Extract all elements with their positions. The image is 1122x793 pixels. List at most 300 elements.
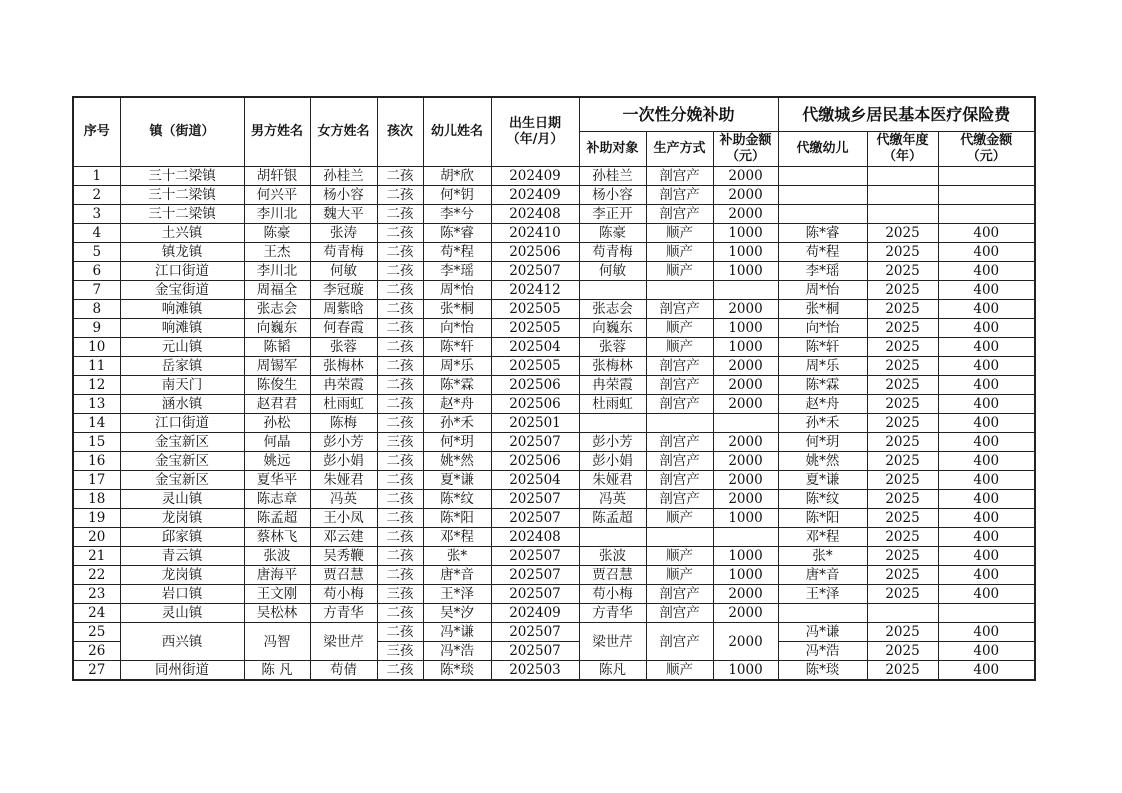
cell-town: 金宝街道 — [120, 281, 244, 300]
cell-amount: 2000 — [713, 604, 778, 623]
table-row — [73, 243, 1035, 262]
cell-target: 张波 — [579, 547, 646, 566]
cell-ins-year — [867, 205, 938, 224]
cell-ins-child: 陈*霖 — [778, 376, 867, 395]
cell-mother: 彭小娟 — [310, 452, 377, 471]
cell-ins-amount: 400 — [938, 490, 1035, 509]
cell-father: 李川北 — [244, 262, 310, 281]
cell-mother: 苟倩 — [310, 661, 377, 681]
cell-target: 贾召慧 — [579, 566, 646, 585]
cell-ins-year: 2025 — [867, 357, 938, 376]
cell-ins-child: 唐*音 — [778, 566, 867, 585]
cell-ins-amount: 400 — [938, 262, 1035, 281]
header-ins-amount — [938, 132, 1035, 167]
cell-mother: 梁世芹 — [310, 623, 377, 661]
cell-ins-child: 冯*浩 — [778, 642, 867, 661]
cell-town: 江口街道 — [120, 414, 244, 433]
header-father: 男方姓名 — [244, 97, 310, 167]
cell-child: 赵*舟 — [423, 395, 491, 414]
cell-target: 张梅林 — [579, 357, 646, 376]
cell-father: 陈俊生 — [244, 376, 310, 395]
cell-ins-year: 2025 — [867, 300, 938, 319]
cell-seq: 22 — [73, 566, 120, 585]
cell-amount: 1000 — [713, 262, 778, 281]
cell-ins-amount: 400 — [938, 281, 1035, 300]
cell-target: 冉荣霞 — [579, 376, 646, 395]
cell-amount: 2000 — [713, 167, 778, 186]
header-ins-amount-line1: 代缴金额 — [960, 133, 1013, 148]
cell-target: 梁世芹 — [579, 623, 646, 661]
table-row — [73, 528, 1035, 547]
cell-target: 苟小梅 — [579, 585, 646, 604]
cell-seq: 6 — [73, 262, 120, 281]
cell-birth: 202506 — [491, 452, 579, 471]
table-row — [73, 262, 1035, 281]
cell-mother: 杜雨虹 — [310, 395, 377, 414]
cell-order: 二孩 — [377, 623, 423, 642]
cell-amount: 2000 — [713, 433, 778, 452]
header-birth-line1: 出生日期 — [508, 116, 561, 131]
cell-seq: 15 — [73, 433, 120, 452]
cell-amount: 1000 — [713, 224, 778, 243]
table-row — [73, 167, 1035, 186]
cell-birth: 202409 — [491, 167, 579, 186]
cell-order: 二孩 — [377, 376, 423, 395]
cell-ins-amount: 400 — [938, 471, 1035, 490]
cell-birth: 202409 — [491, 604, 579, 623]
table-row — [73, 604, 1035, 623]
cell-ins-child: 赵*舟 — [778, 395, 867, 414]
header-amount-line2: （元） — [725, 149, 765, 164]
cell-ins-child: 陈*阳 — [778, 509, 867, 528]
cell-order: 二孩 — [377, 300, 423, 319]
cell-seq: 20 — [73, 528, 120, 547]
cell-birth: 202408 — [491, 528, 579, 547]
cell-target: 方青华 — [579, 604, 646, 623]
cell-amount: 2000 — [713, 452, 778, 471]
header-seq: 序号 — [73, 97, 120, 167]
header-mother: 女方姓名 — [310, 97, 377, 167]
cell-method: 剖宫产 — [646, 395, 713, 414]
cell-father: 陈韬 — [244, 338, 310, 357]
cell-child: 周*怡 — [423, 281, 491, 300]
cell-ins-amount: 400 — [938, 376, 1035, 395]
cell-mother: 杨小容 — [310, 186, 377, 205]
cell-town: 岳家镇 — [120, 357, 244, 376]
cell-seq: 5 — [73, 243, 120, 262]
table-row — [73, 547, 1035, 566]
cell-ins-amount: 400 — [938, 528, 1035, 547]
header-method: 生产方式 — [646, 132, 713, 167]
table-row — [73, 414, 1035, 433]
cell-birth: 202506 — [491, 376, 579, 395]
cell-seq: 18 — [73, 490, 120, 509]
cell-birth: 202409 — [491, 186, 579, 205]
cell-ins-year: 2025 — [867, 585, 938, 604]
cell-ins-year: 2025 — [867, 547, 938, 566]
cell-child: 唐*音 — [423, 566, 491, 585]
cell-child: 陈*霖 — [423, 376, 491, 395]
cell-child: 胡*欣 — [423, 167, 491, 186]
cell-father: 张波 — [244, 547, 310, 566]
cell-seq: 27 — [73, 661, 120, 681]
cell-method: 顺产 — [646, 509, 713, 528]
cell-ins-year: 2025 — [867, 661, 938, 681]
cell-ins-amount: 400 — [938, 642, 1035, 661]
cell-town: 灵山镇 — [120, 604, 244, 623]
cell-ins-child: 张*桐 — [778, 300, 867, 319]
cell-target: 陈孟超 — [579, 509, 646, 528]
cell-ins-year: 2025 — [867, 623, 938, 642]
cell-town: 邱家镇 — [120, 528, 244, 547]
cell-ins-child: 向*怡 — [778, 319, 867, 338]
subsidy-table — [72, 96, 1036, 681]
cell-seq: 14 — [73, 414, 120, 433]
cell-mother: 苟小梅 — [310, 585, 377, 604]
cell-birth: 202504 — [491, 338, 579, 357]
cell-target: 陈豪 — [579, 224, 646, 243]
cell-target — [579, 281, 646, 300]
cell-mother: 何敏 — [310, 262, 377, 281]
cell-seq: 8 — [73, 300, 120, 319]
cell-mother: 张梅林 — [310, 357, 377, 376]
cell-ins-amount: 400 — [938, 338, 1035, 357]
cell-amount: 1000 — [713, 338, 778, 357]
table-row — [73, 661, 1035, 681]
cell-mother: 张涛 — [310, 224, 377, 243]
cell-order: 二孩 — [377, 490, 423, 509]
cell-ins-amount: 400 — [938, 224, 1035, 243]
cell-seq: 4 — [73, 224, 120, 243]
cell-order: 二孩 — [377, 528, 423, 547]
cell-seq: 19 — [73, 509, 120, 528]
cell-town: 青云镇 — [120, 547, 244, 566]
cell-child: 陈*纹 — [423, 490, 491, 509]
cell-target: 杨小容 — [579, 186, 646, 205]
cell-ins-amount — [938, 186, 1035, 205]
cell-town: 响滩镇 — [120, 300, 244, 319]
cell-town: 三十二梁镇 — [120, 167, 244, 186]
cell-child: 夏*谦 — [423, 471, 491, 490]
cell-target: 苟青梅 — [579, 243, 646, 262]
table-row — [73, 395, 1035, 414]
cell-birth: 202506 — [491, 395, 579, 414]
cell-father: 夏华平 — [244, 471, 310, 490]
cell-birth: 202504 — [491, 471, 579, 490]
cell-ins-child — [778, 604, 867, 623]
cell-ins-child — [778, 167, 867, 186]
cell-amount: 2000 — [713, 471, 778, 490]
cell-target: 何敏 — [579, 262, 646, 281]
cell-method: 剖宫产 — [646, 471, 713, 490]
cell-amount: 2000 — [713, 205, 778, 224]
header-ins-year-line2: （年） — [882, 149, 922, 164]
cell-order: 二孩 — [377, 509, 423, 528]
table-body — [73, 167, 1035, 681]
cell-method — [646, 281, 713, 300]
cell-ins-amount: 400 — [938, 547, 1035, 566]
cell-father: 王杰 — [244, 243, 310, 262]
cell-target: 彭小娟 — [579, 452, 646, 471]
header-ins-year-line1: 代缴年度 — [876, 133, 929, 148]
cell-birth: 202507 — [491, 585, 579, 604]
cell-ins-amount: 400 — [938, 623, 1035, 642]
cell-seq: 13 — [73, 395, 120, 414]
cell-mother: 魏大平 — [310, 205, 377, 224]
cell-target: 彭小芳 — [579, 433, 646, 452]
cell-mother: 邓云建 — [310, 528, 377, 547]
cell-ins-year — [867, 604, 938, 623]
cell-child: 李*兮 — [423, 205, 491, 224]
cell-father: 张志会 — [244, 300, 310, 319]
cell-amount — [713, 281, 778, 300]
cell-order: 二孩 — [377, 357, 423, 376]
cell-town: 江口街道 — [120, 262, 244, 281]
cell-ins-child: 孙*禾 — [778, 414, 867, 433]
cell-mother: 孙桂兰 — [310, 167, 377, 186]
cell-order: 二孩 — [377, 604, 423, 623]
cell-child: 陈*轩 — [423, 338, 491, 357]
cell-ins-child: 陈*琰 — [778, 661, 867, 681]
table-row — [73, 300, 1035, 319]
cell-birth: 202507 — [491, 509, 579, 528]
cell-ins-child: 周*怡 — [778, 281, 867, 300]
cell-birth: 202408 — [491, 205, 579, 224]
cell-method — [646, 528, 713, 547]
cell-target — [579, 414, 646, 433]
cell-ins-child: 陈*纹 — [778, 490, 867, 509]
cell-child: 陈*阳 — [423, 509, 491, 528]
cell-method: 剖宫产 — [646, 357, 713, 376]
cell-town: 三十二梁镇 — [120, 186, 244, 205]
cell-ins-child: 夏*谦 — [778, 471, 867, 490]
cell-order: 二孩 — [377, 566, 423, 585]
cell-ins-child: 姚*然 — [778, 452, 867, 471]
cell-father: 周福全 — [244, 281, 310, 300]
cell-ins-child — [778, 205, 867, 224]
cell-order: 二孩 — [377, 167, 423, 186]
cell-seq: 16 — [73, 452, 120, 471]
cell-method: 剖宫产 — [646, 205, 713, 224]
cell-ins-year: 2025 — [867, 262, 938, 281]
cell-order: 二孩 — [377, 224, 423, 243]
cell-ins-amount — [938, 167, 1035, 186]
cell-ins-year: 2025 — [867, 433, 938, 452]
cell-order: 二孩 — [377, 262, 423, 281]
cell-birth: 202505 — [491, 319, 579, 338]
cell-order: 二孩 — [377, 281, 423, 300]
cell-child: 王*泽 — [423, 585, 491, 604]
cell-ins-child: 苟*程 — [778, 243, 867, 262]
cell-child: 张* — [423, 547, 491, 566]
cell-town: 三十二梁镇 — [120, 205, 244, 224]
cell-town: 土兴镇 — [120, 224, 244, 243]
cell-father: 姚远 — [244, 452, 310, 471]
cell-ins-amount: 400 — [938, 433, 1035, 452]
header-amount — [713, 132, 778, 167]
cell-child: 邓*程 — [423, 528, 491, 547]
cell-method: 顺产 — [646, 566, 713, 585]
cell-target: 李正开 — [579, 205, 646, 224]
cell-method: 剖宫产 — [646, 490, 713, 509]
cell-target: 朱娅君 — [579, 471, 646, 490]
cell-ins-year: 2025 — [867, 642, 938, 661]
cell-method: 剖宫产 — [646, 300, 713, 319]
cell-order: 二孩 — [377, 205, 423, 224]
header-group-insurance: 代缴城乡居民基本医疗保险费 — [778, 97, 1035, 132]
header-birth-line2: （年/月） — [506, 132, 564, 147]
table-row — [73, 452, 1035, 471]
cell-method: 顺产 — [646, 547, 713, 566]
cell-method: 剖宫产 — [646, 604, 713, 623]
cell-mother: 王小凤 — [310, 509, 377, 528]
cell-seq: 25 — [73, 623, 120, 642]
table-row — [73, 224, 1035, 243]
cell-ins-year: 2025 — [867, 319, 938, 338]
cell-amount: 1000 — [713, 243, 778, 262]
cell-amount: 2000 — [713, 585, 778, 604]
cell-ins-amount: 400 — [938, 414, 1035, 433]
cell-amount: 1000 — [713, 661, 778, 681]
cell-town: 金宝新区 — [120, 471, 244, 490]
cell-mother: 陈梅 — [310, 414, 377, 433]
cell-ins-amount: 400 — [938, 566, 1035, 585]
cell-order: 二孩 — [377, 414, 423, 433]
cell-amount: 1000 — [713, 547, 778, 566]
table-row — [73, 471, 1035, 490]
cell-mother: 何春霞 — [310, 319, 377, 338]
cell-ins-child: 王*泽 — [778, 585, 867, 604]
cell-birth: 202506 — [491, 243, 579, 262]
cell-child: 张*桐 — [423, 300, 491, 319]
cell-father: 李川北 — [244, 205, 310, 224]
cell-method: 剖宫产 — [646, 186, 713, 205]
cell-order: 二孩 — [377, 452, 423, 471]
cell-amount: 2000 — [713, 376, 778, 395]
cell-town: 镇龙镇 — [120, 243, 244, 262]
cell-amount: 1000 — [713, 566, 778, 585]
cell-father: 向巍东 — [244, 319, 310, 338]
table-row — [73, 623, 1035, 642]
cell-father: 何晶 — [244, 433, 310, 452]
table-row — [73, 281, 1035, 300]
cell-seq: 3 — [73, 205, 120, 224]
header-child: 幼儿姓名 — [423, 97, 491, 167]
cell-child: 周*乐 — [423, 357, 491, 376]
cell-father: 何兴平 — [244, 186, 310, 205]
cell-child: 陈*睿 — [423, 224, 491, 243]
cell-child: 何*钥 — [423, 186, 491, 205]
cell-birth: 202505 — [491, 300, 579, 319]
cell-father: 吴松林 — [244, 604, 310, 623]
cell-ins-year: 2025 — [867, 528, 938, 547]
cell-seq: 21 — [73, 547, 120, 566]
cell-child: 何*玥 — [423, 433, 491, 452]
cell-ins-amount: 400 — [938, 243, 1035, 262]
cell-ins-child: 陈*轩 — [778, 338, 867, 357]
cell-town: 岩口镇 — [120, 585, 244, 604]
cell-father: 冯智 — [244, 623, 310, 661]
header-group-delivery-subsidy: 一次性分娩补助 — [579, 97, 778, 132]
cell-father: 陈 凡 — [244, 661, 310, 681]
table-row — [73, 338, 1035, 357]
cell-ins-year: 2025 — [867, 338, 938, 357]
cell-town: 龙岗镇 — [120, 566, 244, 585]
cell-town: 涵水镇 — [120, 395, 244, 414]
cell-mother: 周紫晗 — [310, 300, 377, 319]
table-row — [73, 205, 1035, 224]
cell-amount: 2000 — [713, 357, 778, 376]
cell-seq: 10 — [73, 338, 120, 357]
cell-ins-amount: 400 — [938, 395, 1035, 414]
cell-town: 灵山镇 — [120, 490, 244, 509]
cell-order: 二孩 — [377, 319, 423, 338]
cell-method: 剖宫产 — [646, 167, 713, 186]
cell-ins-year: 2025 — [867, 224, 938, 243]
cell-seq: 1 — [73, 167, 120, 186]
cell-ins-amount: 400 — [938, 452, 1035, 471]
cell-ins-year: 2025 — [867, 452, 938, 471]
cell-father: 胡轩银 — [244, 167, 310, 186]
cell-target: 张蓉 — [579, 338, 646, 357]
cell-birth: 202503 — [491, 661, 579, 681]
cell-mother: 贾召慧 — [310, 566, 377, 585]
header-order: 孩次 — [377, 97, 423, 167]
cell-amount: 1000 — [713, 319, 778, 338]
cell-mother: 张蓉 — [310, 338, 377, 357]
cell-target: 陈凡 — [579, 661, 646, 681]
cell-target — [579, 528, 646, 547]
cell-ins-child: 张* — [778, 547, 867, 566]
cell-seq: 9 — [73, 319, 120, 338]
cell-method: 顺产 — [646, 661, 713, 681]
header-ins-child: 代缴幼儿 — [778, 132, 867, 167]
cell-child: 吴*汐 — [423, 604, 491, 623]
cell-father: 孙松 — [244, 414, 310, 433]
cell-ins-amount: 400 — [938, 319, 1035, 338]
cell-target: 孙桂兰 — [579, 167, 646, 186]
cell-method: 剖宫产 — [646, 452, 713, 471]
cell-father: 王文刚 — [244, 585, 310, 604]
cell-birth: 202507 — [491, 490, 579, 509]
cell-seq: 17 — [73, 471, 120, 490]
cell-ins-amount — [938, 604, 1035, 623]
cell-birth: 202507 — [491, 547, 579, 566]
cell-method: 顺产 — [646, 262, 713, 281]
cell-ins-amount: 400 — [938, 585, 1035, 604]
cell-town: 同州街道 — [120, 661, 244, 681]
cell-ins-child: 周*乐 — [778, 357, 867, 376]
cell-amount: 2000 — [713, 300, 778, 319]
cell-order: 三孩 — [377, 585, 423, 604]
cell-target: 向巍东 — [579, 319, 646, 338]
table-row — [73, 566, 1035, 585]
cell-method: 顺产 — [646, 224, 713, 243]
cell-method: 顺产 — [646, 243, 713, 262]
cell-birth: 202410 — [491, 224, 579, 243]
cell-town: 金宝新区 — [120, 433, 244, 452]
cell-mother: 苟青梅 — [310, 243, 377, 262]
cell-mother: 方青华 — [310, 604, 377, 623]
cell-birth: 202507 — [491, 262, 579, 281]
cell-method — [646, 414, 713, 433]
cell-ins-year: 2025 — [867, 376, 938, 395]
cell-ins-year: 2025 — [867, 509, 938, 528]
cell-seq: 24 — [73, 604, 120, 623]
cell-amount: 2000 — [713, 395, 778, 414]
cell-amount — [713, 528, 778, 547]
cell-mother: 吴秀鞭 — [310, 547, 377, 566]
